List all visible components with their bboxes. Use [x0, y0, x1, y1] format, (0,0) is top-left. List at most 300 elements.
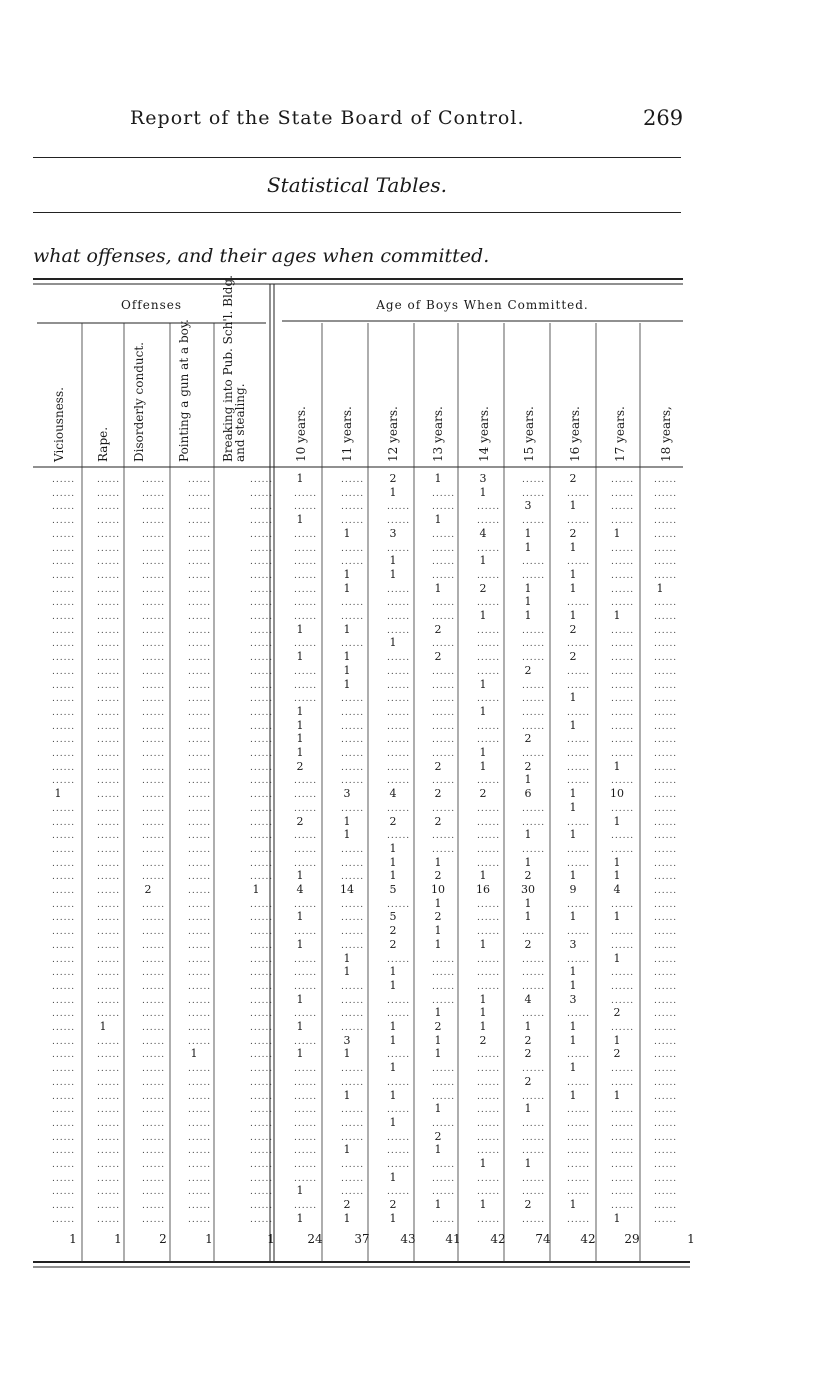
dot-leader: ......	[188, 1105, 212, 1116]
table-cell-value: 1	[296, 704, 304, 718]
table-cell-value: 1	[524, 910, 532, 924]
dot-leader: ......	[611, 1160, 635, 1170]
table-cell-value: 6	[524, 787, 532, 801]
dot-leader: ......	[567, 1146, 591, 1157]
dot-leader: ......	[250, 776, 274, 787]
dot-leader: ......	[52, 927, 76, 938]
table-cell-value: 1	[389, 636, 397, 650]
table-cell-value: 1	[479, 746, 487, 759]
dot-leader: ......	[567, 1173, 591, 1184]
dot-leader: ......	[654, 872, 678, 883]
dot-leader: ......	[188, 516, 212, 527]
dot-leader: ......	[341, 872, 365, 883]
table-cell-value: 1	[569, 1088, 577, 1102]
dot-leader: ......	[522, 954, 546, 965]
dot-leader: ......	[97, 570, 121, 581]
dot-leader: ......	[387, 803, 411, 814]
dot-leader: ......	[611, 694, 635, 705]
dot-leader: ......	[142, 570, 166, 581]
dot-leader: ......	[654, 694, 678, 705]
table-cell-value: 2	[296, 814, 304, 828]
dot-leader: ......	[387, 598, 411, 609]
table-cell-value: 1	[569, 787, 577, 801]
dot-leader: ......	[52, 502, 76, 513]
dot-leader: ......	[250, 529, 274, 540]
dot-leader: ......	[188, 858, 212, 869]
table-cell-value: 1	[613, 855, 621, 869]
dot-leader: ......	[188, 1036, 212, 1047]
dot-leader: ......	[142, 529, 166, 540]
dot-leader: ......	[188, 721, 212, 732]
dot-leader: ......	[654, 475, 678, 485]
dot-leader: ......	[387, 995, 411, 1006]
dot-leader: ......	[188, 981, 212, 992]
dot-leader: ......	[52, 557, 76, 568]
dot-leader: ......	[97, 721, 121, 732]
dot-leader: ......	[142, 625, 166, 636]
dot-leader: ......	[97, 1201, 121, 1212]
dot-leader: ......	[654, 529, 678, 540]
dot-leader: ......	[294, 1146, 318, 1157]
dot-leader: ......	[188, 995, 212, 1006]
dot-leader: ......	[294, 1009, 318, 1020]
dot-leader: ......	[611, 680, 635, 691]
dot-leader: ......	[611, 1187, 635, 1198]
dot-leader: ......	[97, 803, 121, 814]
dot-leader: ......	[432, 529, 456, 540]
dot-leader: ......	[387, 625, 411, 636]
dot-leader: ......	[611, 927, 635, 938]
dot-leader: ......	[188, 817, 212, 828]
dot-leader: ......	[387, 1146, 411, 1157]
dot-leader: ......	[188, 1160, 212, 1170]
dot-leader: ......	[52, 995, 76, 1006]
col-header-10-years: 10 years.	[294, 406, 308, 462]
table-cell-value: 3	[524, 499, 532, 513]
dot-leader: ......	[97, 995, 121, 1006]
dot-leader: ......	[188, 488, 212, 499]
dot-leader: ......	[432, 776, 456, 787]
dot-leader: ......	[142, 1064, 166, 1075]
dot-leader: ......	[654, 1023, 678, 1033]
dot-leader: ......	[188, 831, 212, 842]
dot-leader: ......	[188, 968, 212, 979]
table-cell-value: 9	[569, 883, 577, 896]
dot-leader: ......	[250, 707, 274, 718]
dot-leader: ......	[250, 790, 274, 801]
dot-leader: ......	[250, 1160, 274, 1170]
table-cell-value: 1	[524, 1157, 532, 1170]
dot-leader: ......	[522, 570, 546, 581]
table-cell-value: 2	[434, 910, 442, 924]
dot-leader: ......	[52, 1091, 76, 1102]
table-cell-value: 1	[479, 992, 487, 1006]
table-cell-value: 1	[569, 718, 577, 732]
dot-leader: ......	[432, 707, 456, 718]
dot-leader: ......	[522, 488, 546, 499]
dot-leader: ......	[250, 516, 274, 527]
dot-leader: ......	[432, 803, 456, 814]
dot-leader: ......	[188, 707, 212, 718]
dot-leader: ......	[294, 1091, 318, 1102]
dot-leader: ......	[522, 968, 546, 979]
dot-leader: ......	[432, 1077, 456, 1088]
dot-leader: ......	[188, 872, 212, 883]
dot-leader: ......	[341, 1160, 365, 1170]
dot-leader: ......	[654, 913, 678, 924]
table-cell-value: 1	[296, 1184, 304, 1198]
table-cell-value: 1	[524, 581, 532, 595]
dot-leader: ......	[432, 612, 456, 622]
dot-leader: ......	[654, 790, 678, 801]
table-cell-value: 1	[524, 609, 532, 622]
dot-leader: ......	[654, 516, 678, 527]
table-cell-value: 1	[389, 1170, 397, 1184]
dot-leader: ......	[387, 735, 411, 746]
table-cell-value: 1	[296, 910, 304, 924]
table-cell-value: 1	[479, 1198, 487, 1212]
dot-leader: ......	[522, 844, 546, 855]
dot-leader: ......	[341, 1118, 365, 1129]
dot-leader: ......	[654, 749, 678, 759]
dot-leader: ......	[250, 543, 274, 554]
dot-leader: ......	[654, 899, 678, 910]
dot-leader: ......	[294, 1036, 318, 1047]
dot-leader: ......	[567, 557, 591, 568]
dot-leader: ......	[250, 475, 274, 485]
dot-leader: ......	[611, 557, 635, 568]
dot-leader: ......	[654, 1105, 678, 1116]
dot-leader: ......	[188, 1091, 212, 1102]
dot-leader: ......	[567, 1105, 591, 1116]
dot-leader: ......	[250, 680, 274, 691]
dot-leader: ......	[142, 817, 166, 828]
dot-leader: ......	[250, 1173, 274, 1184]
dot-leader: ......	[522, 1173, 546, 1184]
table-cell-value: 1	[569, 800, 577, 814]
dot-leader: ......	[97, 776, 121, 787]
dot-leader: ......	[142, 1160, 166, 1170]
dot-leader: ......	[294, 1160, 318, 1170]
col-header-14-years: 14 years.	[477, 406, 491, 462]
dot-leader: ......	[294, 1201, 318, 1212]
dot-leader: ......	[97, 749, 121, 759]
dot-leader: ......	[294, 680, 318, 691]
dot-leader: ......	[52, 803, 76, 814]
dot-leader: ......	[387, 1050, 411, 1061]
dot-leader: ......	[188, 735, 212, 746]
table-cell-value: 1	[569, 691, 577, 705]
dot-leader: ......	[52, 1118, 76, 1129]
dot-leader: ......	[52, 940, 76, 951]
dot-leader: ......	[188, 1077, 212, 1088]
dot-leader: ......	[188, 584, 212, 595]
dot-leader: ......	[250, 817, 274, 828]
table-cell-value: 1	[434, 855, 442, 869]
dot-leader: ......	[142, 721, 166, 732]
table-cell-value: 1	[569, 828, 577, 842]
table-cell-value: 2	[389, 937, 397, 951]
dot-leader: ......	[432, 749, 456, 759]
dot-leader: ......	[97, 913, 121, 924]
table-cell-value: 2	[524, 759, 532, 773]
dot-leader: ......	[611, 1146, 635, 1157]
dot-leader: ......	[52, 1077, 76, 1088]
table-cell-value: 1	[479, 937, 487, 951]
dot-leader: ......	[611, 570, 635, 581]
dot-leader: ......	[97, 666, 121, 677]
dot-leader: ......	[250, 1146, 274, 1157]
dot-leader: ......	[654, 598, 678, 609]
ages-group-header: Age of Boys When Committed.	[376, 298, 589, 312]
table-cell-value: 1	[524, 855, 532, 869]
table-cell-value: 1	[613, 910, 621, 924]
dot-leader: ......	[477, 516, 501, 527]
table-cell-value: 1	[389, 965, 397, 979]
dot-leader: ......	[477, 1118, 501, 1129]
table-cell-value: 2	[524, 1074, 532, 1088]
table-cell-value: 1	[479, 759, 487, 773]
dot-leader: ......	[654, 1064, 678, 1075]
dot-leader: ......	[250, 940, 274, 951]
dot-leader: ......	[477, 735, 501, 746]
table-cell-value: 1	[569, 499, 577, 513]
table-cell-value: 5	[389, 883, 397, 896]
dot-leader: ......	[188, 612, 212, 622]
table-cell-value: 1	[569, 869, 577, 883]
dot-leader: ......	[477, 666, 501, 677]
dot-leader: ......	[611, 1105, 635, 1116]
table-cell-value: 1	[479, 554, 487, 568]
dot-leader: ......	[477, 1050, 501, 1061]
table-cell-value: 2	[434, 787, 442, 801]
dot-leader: ......	[97, 557, 121, 568]
dot-leader: ......	[654, 762, 678, 773]
dot-leader: ......	[142, 858, 166, 869]
dot-leader: ......	[294, 968, 318, 979]
dot-leader: ......	[567, 954, 591, 965]
dot-leader: ......	[341, 940, 365, 951]
dot-leader: ......	[97, 1091, 121, 1102]
dot-leader: ......	[432, 1091, 456, 1102]
dot-leader: ......	[294, 502, 318, 513]
dot-leader: ......	[52, 1214, 76, 1225]
dot-leader: ......	[52, 529, 76, 540]
dot-leader: ......	[654, 653, 678, 664]
dot-leader: ......	[341, 735, 365, 746]
table-cell-value: 1	[296, 1020, 304, 1033]
dot-leader: ......	[522, 749, 546, 759]
dot-leader: ......	[654, 968, 678, 979]
dot-leader: ......	[567, 680, 591, 691]
dot-leader: ......	[52, 954, 76, 965]
dot-leader: ......	[188, 1173, 212, 1184]
dot-leader: ......	[294, 488, 318, 499]
dot-leader: ......	[97, 940, 121, 951]
dot-leader: ......	[97, 1009, 121, 1020]
dot-leader: ......	[611, 995, 635, 1006]
table-cell-value: 3	[569, 937, 577, 951]
dot-leader: ......	[294, 612, 318, 622]
dot-leader: ......	[341, 488, 365, 499]
total-viciousness: 1	[69, 1232, 77, 1246]
dot-leader: ......	[654, 995, 678, 1006]
table-cell-value: 1	[389, 485, 397, 499]
table-cell-value: 1	[296, 1047, 304, 1061]
dot-leader: ......	[142, 927, 166, 938]
dot-leader: ......	[611, 543, 635, 554]
table-cell-value: 1	[343, 1143, 351, 1157]
table-cell-value: 1	[389, 978, 397, 992]
dot-leader: ......	[387, 776, 411, 787]
total-13-years: 41	[445, 1232, 461, 1246]
dot-leader: ......	[52, 1009, 76, 1020]
table-cell-value: 2	[479, 1033, 487, 1047]
dot-leader: ......	[294, 1064, 318, 1075]
table-cell-value: 1	[389, 1061, 397, 1075]
dot-leader: ......	[611, 831, 635, 842]
dot-leader: ......	[567, 639, 591, 650]
table-cell-value: 2	[524, 663, 532, 677]
col-header-viciousness: Viciousness.	[52, 387, 66, 462]
table-cell-value: 1	[569, 1033, 577, 1047]
dot-leader: ......	[97, 1160, 121, 1170]
table-cell-value: 4	[524, 992, 532, 1006]
dot-leader: ......	[250, 584, 274, 595]
dot-leader: ......	[432, 981, 456, 992]
table-cell-value: 1	[569, 567, 577, 581]
dot-leader: ......	[188, 1187, 212, 1198]
dot-leader: ......	[142, 762, 166, 773]
dot-leader: ......	[294, 1077, 318, 1088]
table-cell-value: 1	[656, 581, 664, 595]
dot-leader: ......	[522, 707, 546, 718]
table-cell-value: 1	[296, 718, 304, 732]
dot-leader: ......	[654, 1118, 678, 1129]
table-cell-value: 2	[144, 883, 152, 896]
dot-leader: ......	[250, 1023, 274, 1033]
dot-leader: ......	[52, 1201, 76, 1212]
dot-leader: ......	[97, 1132, 121, 1143]
dot-leader: ......	[294, 858, 318, 869]
dot-leader: ......	[97, 1146, 121, 1157]
dot-leader: ......	[188, 598, 212, 609]
table-cell-value: 1	[569, 1020, 577, 1033]
table-cell-value: 1	[434, 581, 442, 595]
dot-leader: ......	[341, 1064, 365, 1075]
table-cell-value: 2	[434, 1020, 442, 1033]
col-header-17-years: 17 years.	[613, 406, 627, 462]
dot-leader: ......	[387, 707, 411, 718]
table-cell-value: 1	[569, 978, 577, 992]
dot-leader: ......	[477, 694, 501, 705]
dot-leader: ......	[611, 776, 635, 787]
dot-leader: ......	[654, 858, 678, 869]
dot-leader: ......	[432, 1118, 456, 1129]
dot-leader: ......	[52, 1105, 76, 1116]
dot-leader: ......	[52, 899, 76, 910]
dot-leader: ......	[611, 502, 635, 513]
dot-leader: ......	[188, 625, 212, 636]
dot-leader: ......	[477, 954, 501, 965]
dot-leader: ......	[188, 529, 212, 540]
table-cell-value: 1	[434, 1102, 442, 1116]
dot-leader: ......	[477, 1187, 501, 1198]
dot-leader: ......	[611, 899, 635, 910]
dot-leader: ......	[142, 844, 166, 855]
table-caption: what offenses, and their ages when committed.	[33, 245, 490, 267]
dot-leader: ......	[142, 1036, 166, 1047]
dot-leader: ......	[250, 1214, 274, 1225]
dot-leader: ......	[432, 995, 456, 1006]
table-cell-value: 1	[479, 677, 487, 691]
table-cell-value: 1	[524, 1102, 532, 1116]
table-cell-value: 2	[479, 787, 487, 801]
dot-leader: ......	[611, 968, 635, 979]
dot-leader: ......	[611, 735, 635, 746]
table-cell-value: 1	[343, 581, 351, 595]
dot-leader: ......	[142, 707, 166, 718]
dot-leader: ......	[188, 940, 212, 951]
table-cell-value: 1	[434, 1198, 442, 1212]
dot-leader: ......	[654, 817, 678, 828]
dot-leader: ......	[142, 995, 166, 1006]
dot-leader: ......	[387, 1009, 411, 1020]
dot-leader: ......	[477, 927, 501, 938]
table-cell-value: 2	[343, 1198, 351, 1212]
dot-leader: ......	[250, 570, 274, 581]
dot-leader: ......	[654, 803, 678, 814]
table-cell-value: 1	[389, 855, 397, 869]
table-cell-value: 2	[524, 732, 532, 746]
dot-leader: ......	[387, 612, 411, 622]
table-cell-value: 1	[296, 937, 304, 951]
dot-leader: ......	[250, 1050, 274, 1061]
table-cell-value: 2	[569, 472, 577, 485]
table-cell-value: 1	[524, 540, 532, 554]
dot-leader: ......	[294, 584, 318, 595]
dot-leader: ......	[567, 735, 591, 746]
dot-leader: ......	[522, 1118, 546, 1129]
dot-leader: ......	[341, 707, 365, 718]
dot-leader: ......	[477, 913, 501, 924]
table-cell-value: 16	[476, 883, 490, 896]
dot-leader: ......	[97, 872, 121, 883]
dot-leader: ......	[611, 488, 635, 499]
table-cell-value: 2	[434, 814, 442, 828]
table-cell-value: 4	[389, 787, 397, 801]
dot-leader: ......	[188, 927, 212, 938]
dot-leader: ......	[250, 557, 274, 568]
dot-leader: ......	[477, 803, 501, 814]
dot-leader: ......	[654, 666, 678, 677]
dot-leader: ......	[432, 570, 456, 581]
table-cell-value: 2	[569, 526, 577, 540]
dot-leader: ......	[477, 831, 501, 842]
table-cell-value: 1	[343, 526, 351, 540]
dot-leader: ......	[250, 1077, 274, 1088]
dot-leader: ......	[567, 899, 591, 910]
dot-leader: ......	[97, 927, 121, 938]
dot-leader: ......	[97, 1064, 121, 1075]
dot-leader: ......	[294, 570, 318, 581]
dot-leader: ......	[654, 1077, 678, 1088]
dot-leader: ......	[611, 940, 635, 951]
table-cell-value: 2	[389, 814, 397, 828]
table-cell-value: 1	[613, 526, 621, 540]
col-header-16-years: 16 years.	[568, 406, 582, 462]
table-cell-value: 2	[613, 1006, 621, 1020]
